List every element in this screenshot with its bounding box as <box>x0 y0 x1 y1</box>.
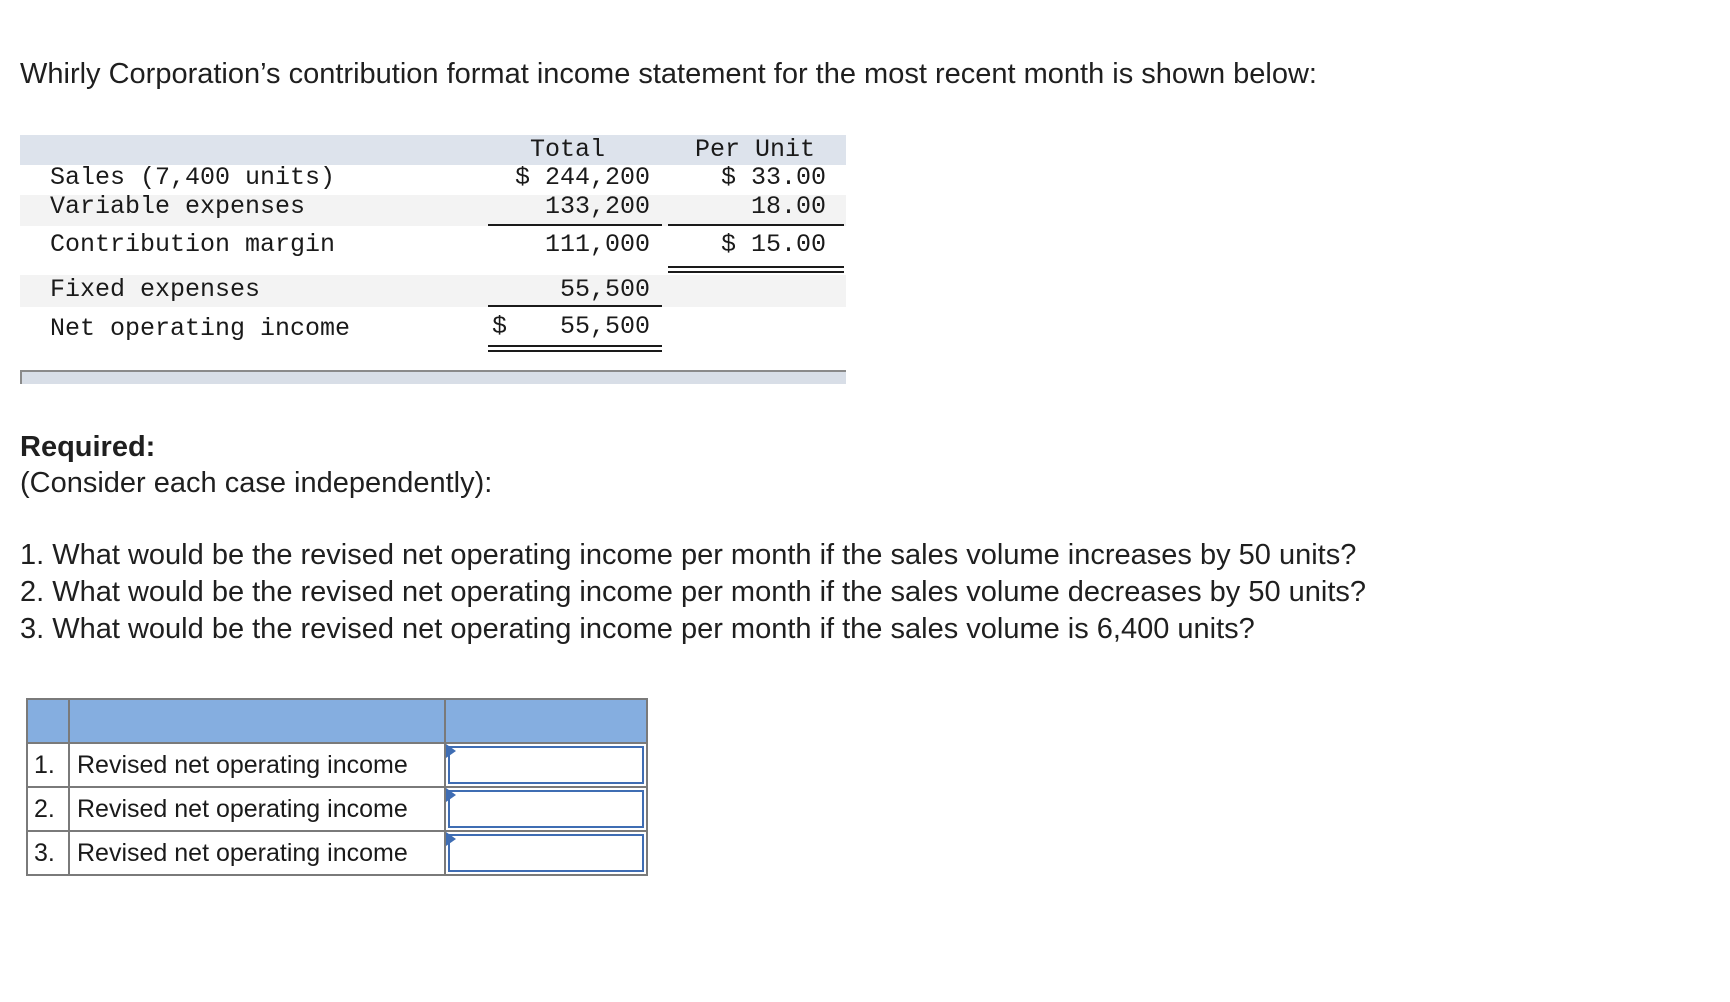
required-heading: Required: <box>20 431 156 463</box>
answer-cell <box>445 787 647 831</box>
problem-intro: Whirly Corporation’s contribution format income statement for the most recent month is shown below: <box>20 58 1317 90</box>
total-double-rule <box>668 266 844 273</box>
question-item: 2. What would be the revised net operating income per month if the sales volume decreases by 50 units? <box>20 576 1367 608</box>
answer-cell <box>445 831 647 875</box>
question-list <box>20 537 1366 648</box>
row-label-fixed-expenses: Fixed expenses <box>50 275 261 304</box>
row-label-contribution-margin: Contribution margin <box>50 230 336 259</box>
statement-footer-band <box>20 370 846 384</box>
fixed-expenses-total: 55,500 <box>559 275 650 304</box>
contribution-margin-total: 111,000 <box>544 230 650 259</box>
input-flag-icon <box>446 744 456 758</box>
sales-per-unit: $ 33.00 <box>720 163 826 192</box>
net-operating-income-total: 55,500 <box>559 312 650 341</box>
answer-row-label: Revised net operating income <box>69 743 445 787</box>
header-cell <box>445 699 647 743</box>
sales-total: $ 244,200 <box>514 163 650 192</box>
row-label-variable-expenses: Variable expenses <box>50 192 306 221</box>
answer-row-number: 3. <box>27 831 69 875</box>
net-operating-income-currency: $ <box>492 312 508 341</box>
answer-input-1[interactable] <box>448 746 644 784</box>
subtotal-rule <box>668 224 844 226</box>
row-label-net-operating-income: Net operating income <box>50 314 351 343</box>
answer-row-label: Revised net operating income <box>69 831 445 875</box>
column-header-per-unit: Per Unit <box>695 135 816 164</box>
answer-row-label: Revised net operating income <box>69 787 445 831</box>
answer-table <box>26 698 648 876</box>
header-cell <box>69 699 445 743</box>
input-flag-icon <box>446 832 456 846</box>
answer-input-2[interactable] <box>448 790 644 828</box>
variable-expenses-total: 133,200 <box>544 192 650 221</box>
question-item: 1. What would be the revised net operating income per month if the sales volume increases by 50 units? <box>20 539 1357 571</box>
answer-row-number: 1. <box>27 743 69 787</box>
input-flag-icon <box>446 788 456 802</box>
answer-input-3[interactable] <box>448 834 644 872</box>
answer-row <box>27 743 647 787</box>
answer-row <box>27 831 647 875</box>
answer-row <box>27 787 647 831</box>
column-header-total: Total <box>530 135 606 164</box>
subtotal-rule <box>488 224 662 226</box>
variable-expenses-per-unit: 18.00 <box>750 192 826 221</box>
income-statement <box>20 135 846 384</box>
header-cell <box>27 699 69 743</box>
subtotal-rule <box>488 305 662 307</box>
total-double-rule <box>488 345 662 352</box>
answer-table-header <box>27 699 647 743</box>
row-label-sales: Sales (7,400 units) <box>50 163 336 192</box>
answer-row-number: 2. <box>27 787 69 831</box>
contribution-margin-per-unit: $ 15.00 <box>720 230 826 259</box>
answer-cell <box>445 743 647 787</box>
required-note: (Consider each case independently): <box>20 467 493 499</box>
question-item: 3. What would be the revised net operating income per month if the sales volume is 6,400 units? <box>20 613 1255 645</box>
